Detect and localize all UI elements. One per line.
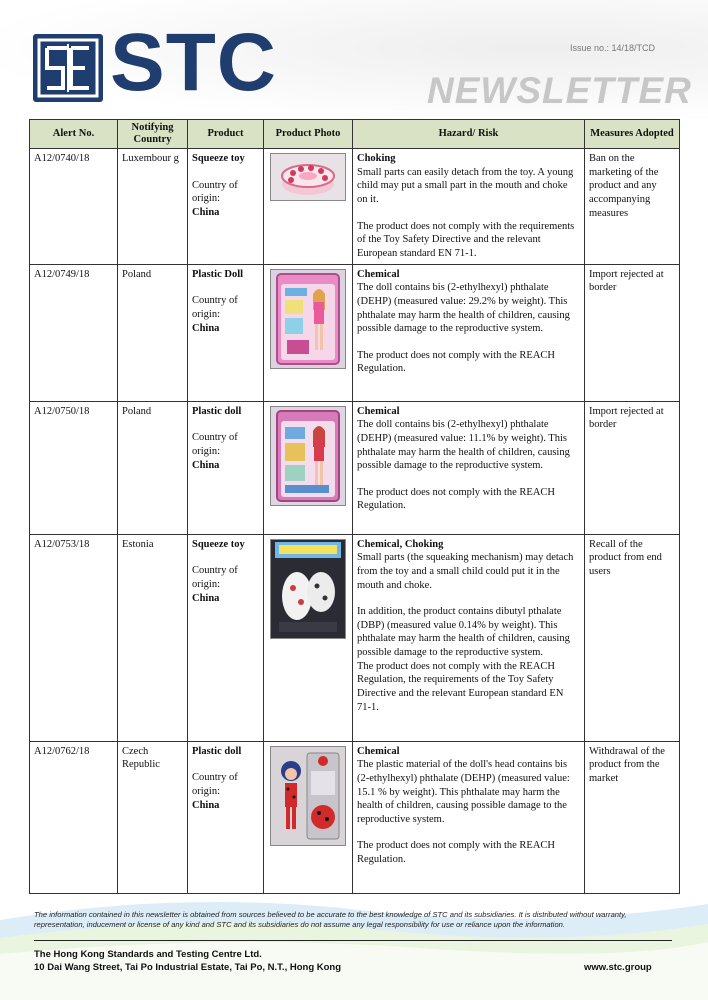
alert-number: A12/0740/18 [30, 149, 118, 264]
column-header: Alert No. [30, 120, 118, 149]
origin-label: Country of origin: [192, 295, 238, 320]
product-photo-cell [264, 149, 353, 264]
origin-country: China [192, 592, 220, 604]
hazard-title: Choking [357, 153, 396, 165]
product-name: Squeeze toy [192, 153, 245, 165]
notifying-country: Estonia [118, 534, 188, 741]
hazard-text: The doll contains bis (2-ethylhexyl) phthalate (DEHP) (measured value: 29.2% by weight). This phthalate may harm the health of children, causing possible damage to the reproductive system. [357, 282, 570, 335]
column-header: Product Photo [264, 120, 353, 149]
hazard-title: Chemical, Choking [357, 538, 444, 550]
product-photo-cell [264, 264, 353, 401]
measures-adopted: Recall of the product from end users [585, 534, 680, 741]
disclaimer-text: The information contained in this newsletter is obtained from sources believed to be accurate to the best knowledge of STC and its subsidiaries. It is distributed without warranty, representation, inducement or license of any kind and STC and its subsidiaries do not assume any legal responsibility for use or reliance upon the information. [34, 910, 627, 929]
cake-toy-photo-icon [270, 153, 346, 201]
hazard-text: The doll contains bis (2-ethylhexyl) phthalate (DEHP) (measured value: 11.1% by weight). This phthalate may harm the health of children, causing possible damage to the reproductive system. [357, 419, 570, 472]
product-name: Squeeze toy [192, 538, 245, 550]
origin-label: Country of origin: [192, 565, 238, 590]
alerts-table [29, 119, 680, 894]
hazard-cell [353, 534, 585, 741]
notifying-country: Czech Republic [118, 741, 188, 893]
website-link[interactable]: www.stc.group [584, 962, 652, 973]
compliance-text: The product does not comply with the requirements of the Toy Safety Directive and the relevant European standard EN 71-1. [357, 220, 575, 259]
company-address: 10 Dai Wang Street, Tai Po Industrial Estate, Tai Po, N.T., Hong Kong [34, 961, 342, 973]
hazard-cell [353, 741, 585, 893]
notifying-country: Luxembour g [118, 149, 188, 264]
hazard-cell [353, 401, 585, 534]
hazard-text-additional: In addition, the product contains dibutyl pthalate (DBP) (measured value 0.14% by weight). This phthalate may harm the health of children, causing possible damage to the reproductive system. [357, 606, 570, 659]
product-name: Plastic doll [192, 745, 242, 757]
hazard-title: Chemical [357, 745, 400, 757]
hazard-text: The plastic material of the doll's head contains bis (2-ethylhexyl) phthalate (DEHP) (measured value: 15.1 % by weight). This phthalate may harm the health of children, causing possible damage to the reproductive system. [357, 759, 570, 825]
table-row [30, 264, 680, 401]
stc-logo-icon [33, 34, 103, 102]
measures-adopted: Import rejected at border [585, 401, 680, 534]
measures-adopted: Ban on the marketing of the product and any accompanying measures [585, 149, 680, 264]
company-name: The Hong Kong Standards and Testing Centre Ltd. [34, 949, 262, 960]
notifying-country: Poland [118, 264, 188, 401]
product-photo-cell [264, 534, 353, 741]
product-cell [188, 534, 264, 741]
footer-wave-decoration [0, 890, 708, 1000]
hazard-cell [353, 264, 585, 401]
notifying-country: Poland [118, 401, 188, 534]
company-info [34, 949, 341, 975]
column-header: Notifying Country [118, 120, 188, 149]
origin-country: China [192, 322, 220, 334]
product-name: Plastic Doll [192, 268, 244, 280]
hazard-text: Small parts can easily detach from the toy. A young child may put a small part in the mouth and choke on it. [357, 166, 574, 206]
product-cell [188, 149, 264, 264]
column-header: Hazard/ Risk [353, 120, 585, 149]
product-photo-cell [264, 401, 353, 534]
origin-label: Country of origin: [192, 432, 238, 457]
product-photo-cell [264, 741, 353, 893]
table-row [30, 534, 680, 741]
table-row [30, 401, 680, 534]
hazard-title: Chemical [357, 268, 400, 280]
hazard-text: Small parts (the squeaking mechanism) may detach from the toy and a small child could put it in the mouth and choke. [357, 552, 574, 591]
compliance-text: The product does not comply with the REACH Regulation. [357, 349, 556, 375]
column-header: Measures Adopted [585, 120, 680, 149]
product-cell [188, 264, 264, 401]
compliance-text: The product does not comply with the REACH Regulation. [357, 840, 556, 866]
alert-number: A12/0749/18 [30, 264, 118, 401]
issue-number: Issue no.: 14/18/TCD [570, 43, 656, 53]
product-cell [188, 741, 264, 893]
measures-adopted: Withdrawal of the product from the market [585, 741, 680, 893]
origin-country: China [192, 459, 220, 471]
compliance-text: The product does not comply with the REACH Regulation. [357, 486, 556, 512]
measures-adopted: Import rejected at border [585, 264, 680, 401]
hazard-cell [353, 149, 585, 264]
table-header-row [30, 120, 680, 149]
origin-label: Country of origin: [192, 772, 238, 797]
table-row [30, 741, 680, 893]
doll-pack-photo-icon [270, 269, 346, 369]
logo-text: STC [110, 17, 277, 108]
footer-divider [34, 940, 672, 941]
product-name: Plastic doll [192, 405, 242, 417]
origin-country: China [192, 799, 220, 811]
compliance-text: The product does not comply with the REACH Regulation, the requirements of the Toy Safety Directive and the relevant European standard EN 71-1. [357, 660, 564, 713]
column-header: Product [188, 120, 264, 149]
origin-country: China [192, 207, 220, 219]
alert-number: A12/0750/18 [30, 401, 118, 534]
alert-number: A12/0753/18 [30, 534, 118, 741]
doll-pack-photo-icon [270, 406, 346, 506]
product-cell [188, 401, 264, 534]
origin-label: Country of origin: [192, 179, 238, 205]
newsletter-title: NEWSLETTER [427, 70, 692, 111]
table-row [30, 149, 680, 264]
squeeze-toy-bag-photo-icon [270, 539, 346, 639]
hazard-title: Chemical [357, 405, 400, 417]
ladybug-doll-photo-icon [270, 746, 346, 846]
alert-number: A12/0762/18 [30, 741, 118, 893]
